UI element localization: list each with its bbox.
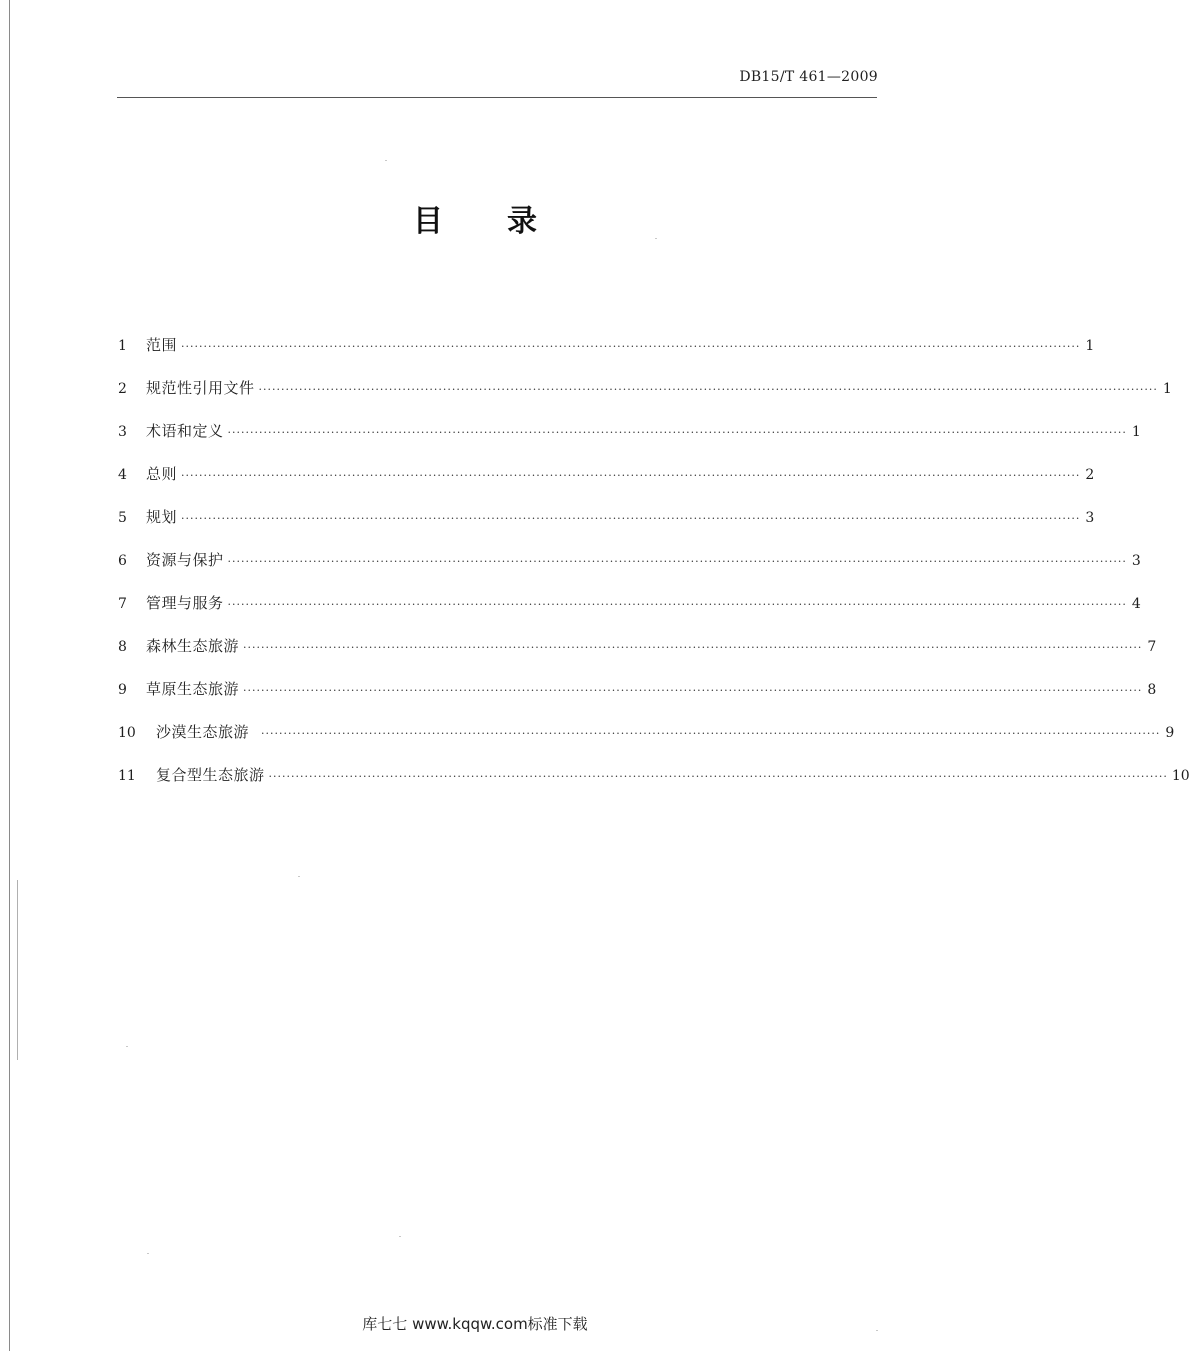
toc-entry-page: 7 — [1147, 639, 1157, 655]
toc-entry-page: 1 — [1162, 381, 1172, 397]
toc-leader-dots: ········································································································································································································ — [268, 770, 1168, 783]
toc-list — [118, 334, 1190, 807]
scan-speck — [147, 1253, 149, 1254]
toc-entry-page: 4 — [1131, 596, 1141, 612]
toc-entry-label: 规范性引用文件 — [146, 379, 255, 397]
toc-entry[interactable] — [118, 506, 1095, 549]
toc-title: 目录 — [413, 204, 601, 239]
toc-entry[interactable] — [118, 549, 1141, 592]
toc-entry-label: 复合型生态旅游 — [156, 766, 265, 784]
toc-entry-number: 4 — [118, 467, 127, 483]
toc-entry-label: 森林生态旅游 — [146, 637, 240, 655]
toc-entry-label: 总则 — [146, 465, 178, 483]
toc-entry[interactable] — [118, 635, 1157, 678]
toc-leader-dots: ········································································································································································································ — [243, 641, 1143, 654]
toc-entry-label: 范围 — [146, 336, 178, 354]
toc-entry-page: 9 — [1165, 725, 1175, 741]
toc-entry-label: 规划 — [146, 508, 178, 526]
footer-watermark: 库七七 www.kqqw.com标准下载 — [362, 1315, 588, 1333]
scan-speck — [298, 876, 300, 877]
toc-entry-page: 3 — [1085, 510, 1095, 526]
toc-entry[interactable] — [118, 764, 1190, 807]
toc-entry[interactable] — [118, 334, 1095, 377]
toc-entry-label: 草原生态旅游 — [146, 680, 240, 698]
toc-leader-dots: ········································································································································································································ — [181, 340, 1081, 353]
toc-entry-number: 8 — [118, 639, 127, 655]
toc-entry-number: 7 — [118, 596, 127, 612]
toc-leader-dots: ········································································································································································································ — [258, 383, 1158, 396]
toc-entry-label: 资源与保护 — [146, 551, 224, 569]
toc-leader-dots: ········································································································································································································ — [243, 684, 1143, 697]
toc-entry-page: 1 — [1085, 338, 1095, 354]
toc-entry-number: 11 — [118, 768, 136, 784]
toc-leader-dots: ········································································································································································································ — [261, 727, 1161, 740]
toc-entry-page: 3 — [1131, 553, 1141, 569]
toc-entry[interactable] — [118, 377, 1172, 420]
toc-entry[interactable] — [118, 463, 1095, 506]
toc-entry-number: 9 — [118, 682, 127, 698]
toc-leader-dots: ········································································································································································································ — [181, 469, 1081, 482]
scan-speck — [399, 1236, 401, 1237]
toc-entry-number: 1 — [118, 338, 127, 354]
toc-entry-label: 管理与服务 — [146, 594, 224, 612]
toc-entry-number: 5 — [118, 510, 127, 526]
toc-entry[interactable] — [118, 420, 1141, 463]
toc-entry-number: 6 — [118, 553, 127, 569]
toc-entry-label: 沙漠生态旅游 — [156, 723, 250, 741]
toc-entry[interactable] — [118, 678, 1157, 721]
scan-speck — [385, 160, 387, 161]
header-rule — [117, 97, 877, 98]
toc-entry-page: 1 — [1131, 424, 1141, 440]
document-code: DB15/T 461—2009 — [739, 69, 878, 85]
page-scan-edge-inner — [17, 880, 18, 1060]
toc-entry-label: 术语和定义 — [146, 422, 224, 440]
toc-leader-dots: ········································································································································································································ — [227, 426, 1127, 439]
toc-leader-dots: ········································································································································································································ — [227, 598, 1127, 611]
toc-entry[interactable] — [118, 721, 1175, 764]
toc-leader-dots: ········································································································································································································ — [181, 512, 1081, 525]
scan-speck — [126, 1046, 128, 1047]
scan-speck — [876, 1330, 878, 1331]
toc-entry-page: 2 — [1085, 467, 1095, 483]
toc-entry-number: 3 — [118, 424, 127, 440]
toc-entry-number: 2 — [118, 381, 127, 397]
scan-speck — [655, 238, 657, 239]
toc-entry-number: 10 — [118, 725, 136, 741]
toc-entry-page: 10 — [1171, 768, 1190, 784]
toc-entry-page: 8 — [1147, 682, 1157, 698]
toc-entry[interactable] — [118, 592, 1141, 635]
toc-leader-dots: ········································································································································································································ — [227, 555, 1127, 568]
